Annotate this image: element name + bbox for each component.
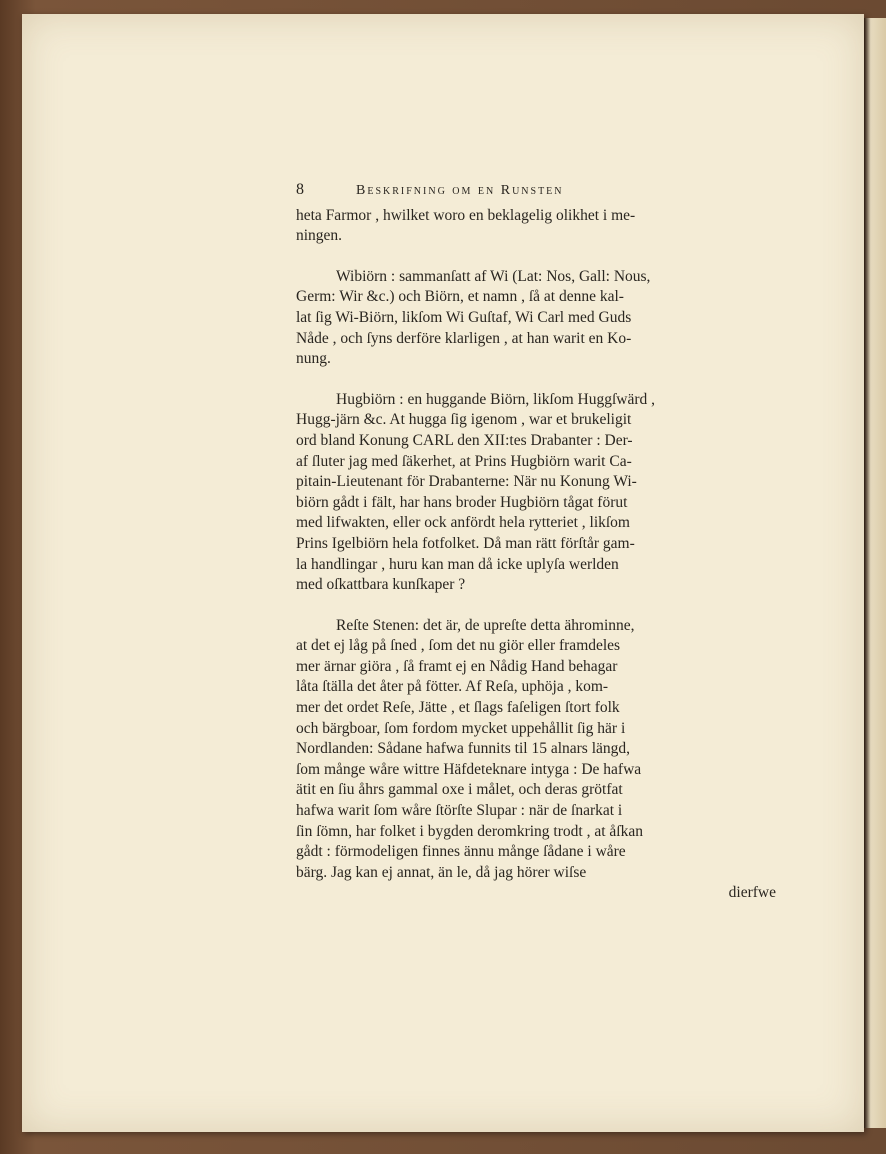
text-line: mer ärnar giöra , ſå framt ej en Nådig Hand behagar: [296, 657, 618, 675]
text-line: Germ: Wir &c.) och Biörn, et namn , ſå at denne kal-: [296, 288, 624, 306]
catchword: dierfwe: [728, 884, 776, 902]
text-line: lat ſig Wi-Biörn, likſom Wi Guſtaf, Wi Carl med Guds: [296, 308, 632, 326]
paragraph-3: [296, 390, 776, 596]
running-head: [296, 180, 776, 202]
text-line: mer det ordet Reſe, Jätte , et ſlags faſeligen ſtort folk: [296, 699, 620, 717]
text-line: ſom månge wåre wittre Häfdeteknare intyga : De hafwa: [296, 760, 642, 778]
page-edge: [864, 18, 886, 1128]
text-line: heta Farmor , hwilket woro en beklagelig olikhet i me-: [296, 206, 636, 224]
text-line: at det ej låg på ſned , ſom det nu giör eller framdeles: [296, 637, 621, 655]
text-line: bärg. Jag kan ej annat, än le, då jag hörer wiſse: [296, 863, 587, 881]
running-title: Beskrifning om en Runsten: [356, 183, 564, 198]
text-line: med lifwakten, eller ock anfördt hela rytteriet , likſom: [296, 514, 630, 532]
text-line: Reſte Stenen: det är, de upreſte detta ährominne,: [336, 616, 635, 634]
page-number: 8: [296, 181, 306, 198]
text-line: och bärgboar, ſom fordom mycket uppehållit ſig här i: [296, 719, 626, 737]
text-block: [296, 180, 776, 904]
text-line: gådt : förmodeligen finnes ännu månge ſådane i wåre: [296, 843, 626, 861]
text-line: ätit en ſiu åhrs gammal oxe i målet, och deras grötfat: [296, 781, 623, 799]
text-line: Hugbiörn : en huggande Biörn, likſom Huggſwärd ,: [336, 390, 655, 408]
text-line: Prins Igelbiörn hela fotfolket. Då man rätt förſtår gam-: [296, 534, 635, 552]
text-line: med oſkattbara kunſkaper ?: [296, 576, 466, 594]
paragraph-2: [296, 267, 776, 370]
text-line: Wibiörn : sammanſatt af Wi (Lat: Nos, Gall: Nous,: [336, 267, 651, 285]
text-line: ord bland Konung CARL den XII:tes Drabanter : Der-: [296, 431, 633, 449]
text-line: Hugg-järn &c. At hugga ſig igenom , war et brukeligit: [296, 411, 632, 429]
text-line: hafwa warit ſom wåre ſtörſte Slupar : när de ſnarkat i: [296, 802, 623, 820]
text-line: nung.: [296, 350, 331, 368]
text-line: ningen.: [296, 227, 343, 245]
text-line: Nåde , och ſyns derföre klarligen , at han warit en Ko-: [296, 329, 632, 347]
paragraph-4: [296, 616, 776, 884]
text-line: la handlingar , huru kan man då icke uplyſa werlden: [296, 555, 619, 573]
text-line: Nordlanden: Sådane hafwa funnits til 15 alnars längd,: [296, 740, 631, 758]
text-line: biörn gådt i fält, har hans broder Hugbiörn tågat förut: [296, 493, 628, 511]
text-line: pitain-Lieutenant för Drabanterne: När nu Konung Wi-: [296, 473, 637, 491]
text-line: låta ſtälla det åter på fötter. Af Reſa, uphöja , kom-: [296, 678, 609, 696]
text-line: af ſluter jag med ſäkerhet, at Prins Hugbiörn warit Ca-: [296, 452, 632, 470]
text-line: ſin ſömn, har folket i bygden deromkring trodt , at åſkan: [296, 822, 643, 840]
paragraph-1: [296, 206, 776, 247]
